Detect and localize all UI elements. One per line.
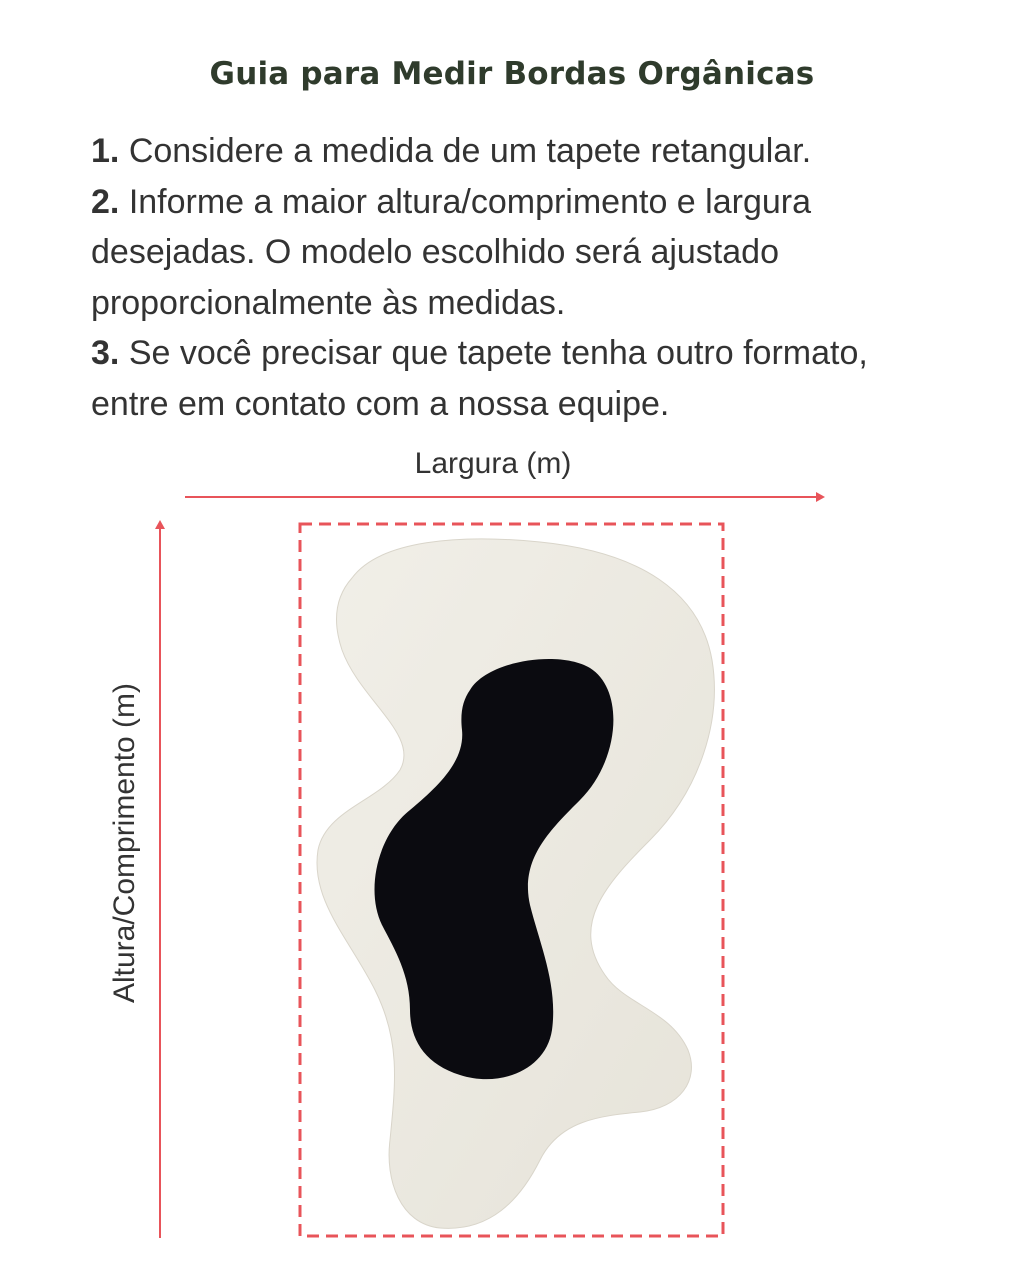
- height-label: Altura/Comprimento (m): [108, 682, 141, 1004]
- height-arrow: [155, 520, 165, 1238]
- step-text: Informe a maior altura/comprimento e largura desejadas. O modelo escolhido será ajustado proporcionalmente às medidas.: [91, 182, 811, 322]
- step-text: Se você precisar que tapete tenha outro formato, entre em contato com a nossa equipe.: [91, 334, 868, 423]
- step-number: 1.: [91, 132, 120, 170]
- width-label: Largura (m): [414, 447, 572, 480]
- width-arrow: [185, 492, 825, 502]
- step-number: 2.: [91, 182, 120, 221]
- step-text: Considere a medida de um tapete retangular.: [128, 132, 812, 170]
- step-number: 3.: [91, 334, 120, 372]
- page-title: Guia para Medir Bordas Orgânicas: [209, 56, 815, 92]
